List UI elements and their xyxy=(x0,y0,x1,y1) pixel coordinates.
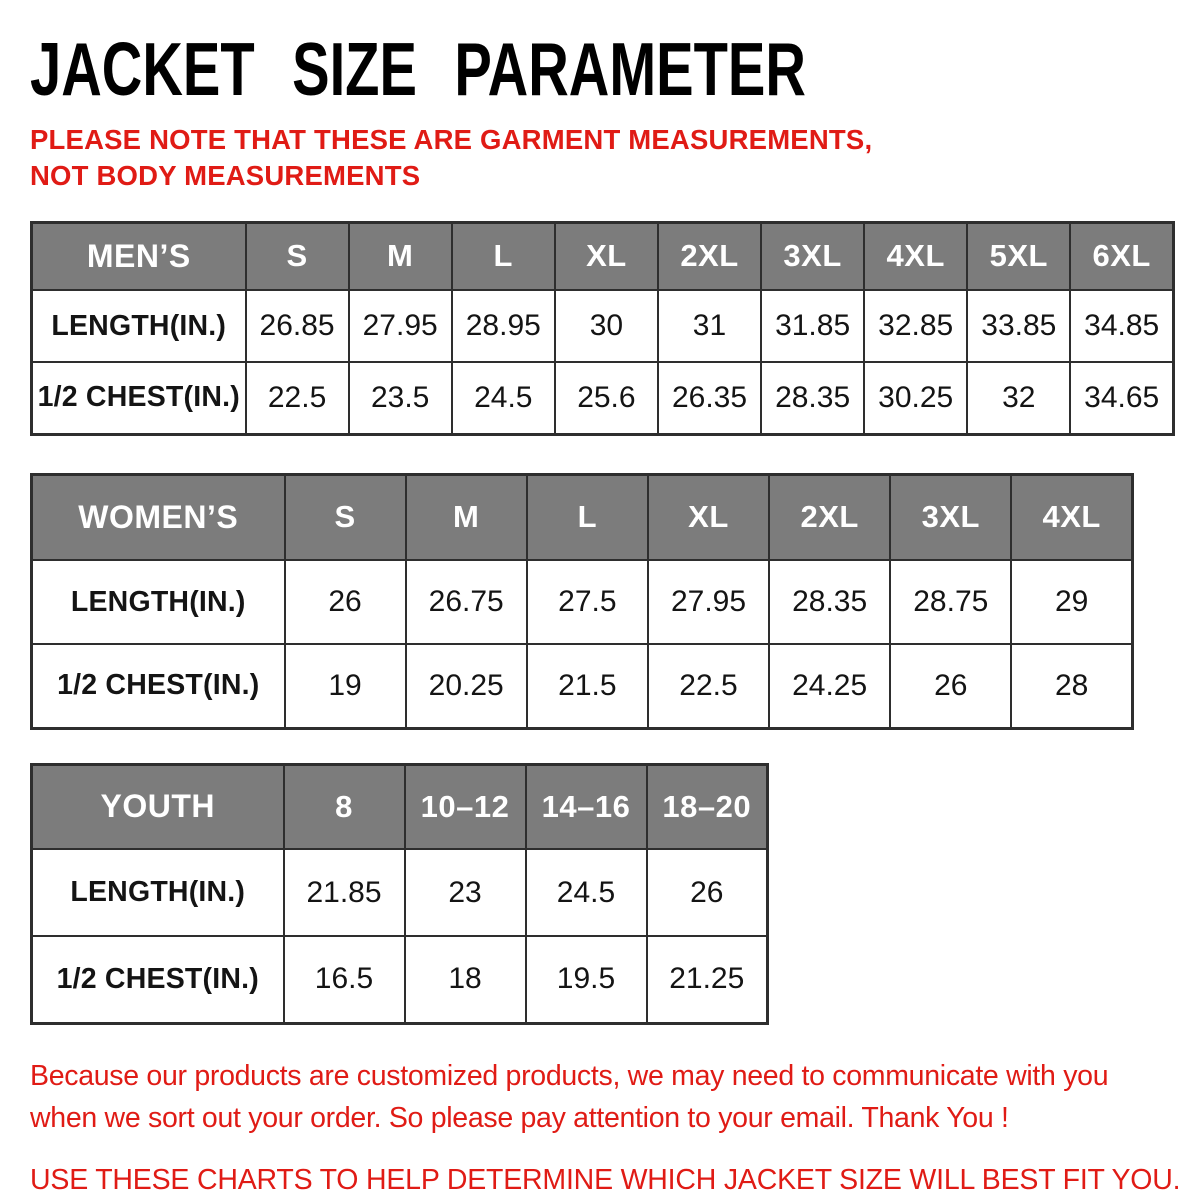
size-header-cell: M xyxy=(349,222,452,290)
table-row xyxy=(32,936,768,1023)
size-value-cell: 27.95 xyxy=(349,290,452,362)
row-label-cell: 1/2 CHEST(IN.) xyxy=(32,936,284,1023)
size-header-cell: 5XL xyxy=(967,222,1070,290)
size-table-mens xyxy=(30,221,1175,436)
size-value-cell: 23.5 xyxy=(349,362,452,434)
size-header-cell: 3XL xyxy=(890,474,1011,560)
size-value-cell: 31.85 xyxy=(761,290,864,362)
size-value-cell: 21.5 xyxy=(527,644,648,728)
row-label-cell: 1/2 CHEST(IN.) xyxy=(32,644,285,728)
size-header-cell: 3XL xyxy=(761,222,864,290)
size-value-cell: 28 xyxy=(1011,644,1132,728)
garment-measurement-note: PLEASE NOTE THAT THESE ARE GARMENT MEASUREMENTS, NOT BODY MEASUREMENTS xyxy=(30,124,873,192)
size-value-cell: 21.25 xyxy=(647,936,768,1023)
size-table-womens xyxy=(30,473,1134,730)
table-row xyxy=(32,362,1174,434)
size-header-cell: 18–20 xyxy=(647,764,768,849)
size-header-cell: 8 xyxy=(284,764,405,849)
table-row xyxy=(32,560,1133,644)
row-label-cell: 1/2 CHEST(IN.) xyxy=(32,362,246,434)
row-label-cell: LENGTH(IN.) xyxy=(32,560,285,644)
size-value-cell: 33.85 xyxy=(967,290,1070,362)
size-value-cell: 22.5 xyxy=(648,644,769,728)
size-value-cell: 28.75 xyxy=(890,560,1011,644)
size-value-cell: 28.35 xyxy=(769,560,890,644)
size-value-cell: 26 xyxy=(890,644,1011,728)
size-header-cell: 2XL xyxy=(769,474,890,560)
size-value-cell: 24.5 xyxy=(526,849,647,936)
size-header-cell: 4XL xyxy=(864,222,967,290)
size-value-cell: 23 xyxy=(405,849,526,936)
size-value-cell: 22.5 xyxy=(246,362,349,434)
size-value-cell: 19.5 xyxy=(526,936,647,1023)
table-row xyxy=(32,849,768,936)
size-value-cell: 30.25 xyxy=(864,362,967,434)
size-header-cell: 10–12 xyxy=(405,764,526,849)
size-table-youth xyxy=(30,763,769,1025)
size-value-cell: 28.35 xyxy=(761,362,864,434)
size-header-row xyxy=(32,222,1174,290)
size-value-cell: 21.85 xyxy=(284,849,405,936)
size-header-cell: L xyxy=(452,222,555,290)
size-header-cell: 2XL xyxy=(658,222,761,290)
size-header-row xyxy=(32,764,768,849)
size-value-cell: 28.95 xyxy=(452,290,555,362)
size-value-cell: 24.5 xyxy=(452,362,555,434)
size-header-cell: L xyxy=(527,474,648,560)
size-value-cell: 20.25 xyxy=(406,644,527,728)
size-value-cell: 26.85 xyxy=(246,290,349,362)
row-label-cell: LENGTH(IN.) xyxy=(32,290,246,362)
size-header-cell: XL xyxy=(648,474,769,560)
size-header-cell: S xyxy=(246,222,349,290)
size-value-cell: 27.95 xyxy=(648,560,769,644)
size-value-cell: 16.5 xyxy=(284,936,405,1023)
size-header-cell: S xyxy=(285,474,406,560)
size-value-cell: 26 xyxy=(285,560,406,644)
size-value-cell: 30 xyxy=(555,290,658,362)
row-label-cell: LENGTH(IN.) xyxy=(32,849,284,936)
size-header-cell: XL xyxy=(555,222,658,290)
size-value-cell: 26 xyxy=(647,849,768,936)
size-tables xyxy=(30,221,1200,1025)
size-value-cell: 34.85 xyxy=(1070,290,1173,362)
size-header-cell: M xyxy=(406,474,527,560)
table-group-label-youth: YOUTH xyxy=(32,764,284,849)
table-group-label-womens: WOMEN’S xyxy=(32,474,285,560)
size-value-cell: 32.85 xyxy=(864,290,967,362)
size-header-cell: 6XL xyxy=(1070,222,1173,290)
size-value-cell: 31 xyxy=(658,290,761,362)
chart-usage-note: USE THESE CHARTS TO HELP DETERMINE WHICH JACKET SIZE WILL BEST FIT YOU. xyxy=(30,1164,1181,1197)
custom-order-notice: Because our products are customized products, we may need to communicate with you when we sort out your order. So please pay attention to your email. Thank You ! xyxy=(30,1059,1109,1135)
size-value-cell: 32 xyxy=(967,362,1070,434)
size-header-cell: 14–16 xyxy=(526,764,647,849)
size-value-cell: 25.6 xyxy=(555,362,658,434)
table-group-label-mens: MEN’S xyxy=(32,222,246,290)
size-value-cell: 27.5 xyxy=(527,560,648,644)
table-row xyxy=(32,290,1174,362)
table-row xyxy=(32,644,1133,728)
size-value-cell: 19 xyxy=(285,644,406,728)
size-value-cell: 24.25 xyxy=(769,644,890,728)
size-header-cell: 4XL xyxy=(1011,474,1132,560)
page-title: JACKET SIZE PARAMETER xyxy=(30,28,806,112)
size-value-cell: 29 xyxy=(1011,560,1132,644)
size-value-cell: 34.65 xyxy=(1070,362,1173,434)
size-header-row xyxy=(32,474,1133,560)
size-value-cell: 18 xyxy=(405,936,526,1023)
size-value-cell: 26.35 xyxy=(658,362,761,434)
size-value-cell: 26.75 xyxy=(406,560,527,644)
